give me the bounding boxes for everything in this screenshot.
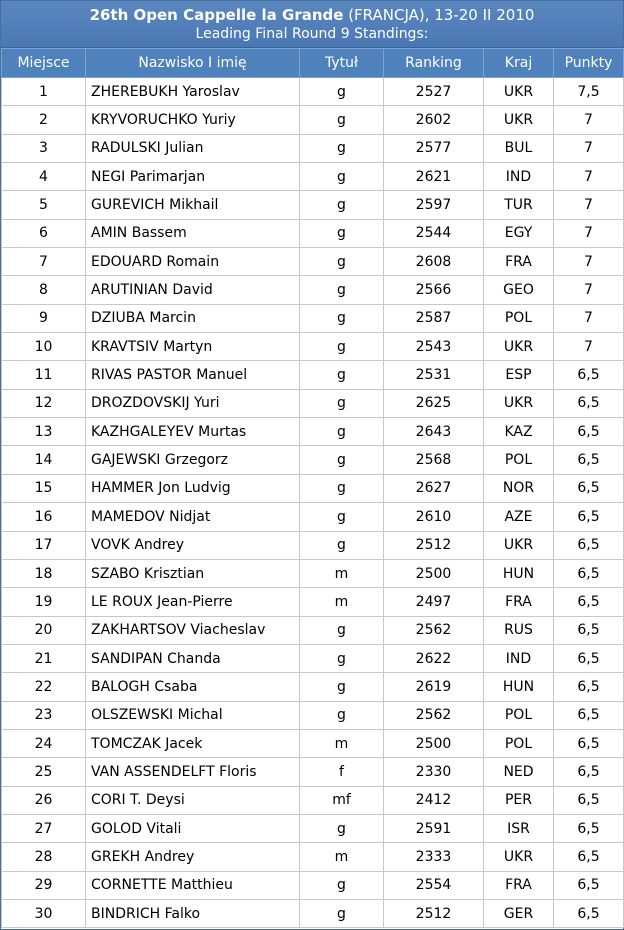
standings-table [1,48,624,928]
cell-ranking: 2577 [384,134,484,162]
table-row [2,588,624,616]
cell-ranking: 2500 [384,559,484,587]
cell-name: KRAVTSIV Martyn [86,333,300,361]
cell-name: GUREVICH Mikhail [86,191,300,219]
cell-place: 6 [2,219,86,247]
cell-ranking: 2566 [384,276,484,304]
cell-points: 6,5 [554,843,624,871]
cell-ranking: 2587 [384,304,484,332]
cell-name: RADULSKI Julian [86,134,300,162]
page-subtitle: Leading Final Round 9 Standings: [195,26,429,42]
cell-points: 6,5 [554,814,624,842]
title-rest: (FRANCJA), 13-20 II 2010 [343,6,535,24]
cell-name: NEGI Parimarjan [86,163,300,191]
cell-ranking: 2562 [384,616,484,644]
cell-points: 7 [554,248,624,276]
table-row [2,758,624,786]
cell-country: UKR [484,531,554,559]
cell-points: 7 [554,276,624,304]
cell-name: ARUTINIAN David [86,276,300,304]
cell-title: g [300,163,384,191]
cell-place: 26 [2,786,86,814]
cell-ranking: 2627 [384,474,484,502]
cell-ranking: 2568 [384,446,484,474]
cell-ranking: 2500 [384,729,484,757]
cell-place: 17 [2,531,86,559]
table-row [2,474,624,502]
cell-title: g [300,333,384,361]
cell-points: 6,5 [554,418,624,446]
cell-place: 20 [2,616,86,644]
table-row [2,786,624,814]
table-row [2,559,624,587]
cell-ranking: 2412 [384,786,484,814]
table-row [2,219,624,247]
cell-country: NOR [484,474,554,502]
cell-country: POL [484,446,554,474]
cell-place: 13 [2,418,86,446]
cell-name: VAN ASSENDELFT Floris [86,758,300,786]
cell-name: RIVAS PASTOR Manuel [86,361,300,389]
cell-country: ESP [484,361,554,389]
cell-place: 21 [2,644,86,672]
cell-place: 14 [2,446,86,474]
cell-country: TUR [484,191,554,219]
table-row [2,191,624,219]
table-row [2,446,624,474]
cell-points: 6,5 [554,616,624,644]
cell-name: GOLOD Vitali [86,814,300,842]
cell-country: FRA [484,871,554,899]
cell-name: TOMCZAK Jacek [86,729,300,757]
cell-country: ISR [484,814,554,842]
cell-ranking: 2597 [384,191,484,219]
cell-title: g [300,389,384,417]
cell-title: g [300,248,384,276]
cell-ranking: 2591 [384,814,484,842]
cell-place: 16 [2,503,86,531]
cell-ranking: 2643 [384,418,484,446]
cell-country: GEO [484,276,554,304]
cell-title: g [300,191,384,219]
cell-points: 7 [554,333,624,361]
cell-name: CORI T. Deysi [86,786,300,814]
col-header-points: Punkty [554,49,624,78]
cell-points: 6,5 [554,361,624,389]
page-title [1,1,623,25]
cell-title: g [300,899,384,927]
table-row [2,843,624,871]
cell-ranking: 2543 [384,333,484,361]
col-header-country: Kraj [484,49,554,78]
cell-title: m [300,729,384,757]
cell-title: g [300,446,384,474]
cell-country: UKR [484,106,554,134]
cell-place: 7 [2,248,86,276]
cell-name: GREKH Andrey [86,843,300,871]
cell-country: POL [484,701,554,729]
cell-place: 12 [2,389,86,417]
header-row [2,49,624,78]
cell-title: m [300,588,384,616]
cell-title: g [300,106,384,134]
cell-country: UKR [484,389,554,417]
cell-points: 6,5 [554,446,624,474]
cell-ranking: 2562 [384,701,484,729]
cell-ranking: 2531 [384,361,484,389]
title-bold: 26th Open Cappelle la Grande [89,6,344,24]
cell-place: 18 [2,559,86,587]
cell-title: g [300,644,384,672]
cell-place: 3 [2,134,86,162]
cell-ranking: 2544 [384,219,484,247]
cell-country: AZE [484,503,554,531]
cell-title: g [300,871,384,899]
cell-ranking: 2602 [384,106,484,134]
cell-points: 6,5 [554,588,624,616]
cell-country: KAZ [484,418,554,446]
cell-points: 6,5 [554,389,624,417]
cell-points: 6,5 [554,673,624,701]
cell-name: BINDRICH Falko [86,899,300,927]
cell-name: VOVK Andrey [86,531,300,559]
cell-points: 7,5 [554,78,624,106]
table-row [2,304,624,332]
cell-place: 22 [2,673,86,701]
cell-place: 30 [2,899,86,927]
table-row [2,899,624,927]
cell-country: IND [484,163,554,191]
table-row [2,248,624,276]
cell-country: PER [484,786,554,814]
table-row [2,134,624,162]
cell-points: 6,5 [554,871,624,899]
table-row [2,531,624,559]
cell-ranking: 2619 [384,673,484,701]
cell-points: 6,5 [554,474,624,502]
table-row [2,78,624,106]
cell-title: g [300,134,384,162]
cell-place: 25 [2,758,86,786]
table-row [2,389,624,417]
cell-points: 6,5 [554,701,624,729]
cell-name: ZHEREBUKH Yaroslav [86,78,300,106]
table-row [2,418,624,446]
cell-country: HUN [484,559,554,587]
cell-ranking: 2330 [384,758,484,786]
cell-points: 6,5 [554,559,624,587]
cell-title: g [300,616,384,644]
col-header-name: Nazwisko I imię [86,49,300,78]
cell-name: LE ROUX Jean-Pierre [86,588,300,616]
cell-ranking: 2333 [384,843,484,871]
cell-title: m [300,559,384,587]
table-row [2,276,624,304]
cell-name: KRYVORUCHKO Yuriy [86,106,300,134]
cell-title: g [300,474,384,502]
cell-country: FRA [484,588,554,616]
cell-points: 7 [554,134,624,162]
cell-points: 6,5 [554,644,624,672]
cell-title: g [300,304,384,332]
cell-name: AMIN Bassem [86,219,300,247]
cell-points: 6,5 [554,758,624,786]
cell-name: DZIUBA Marcin [86,304,300,332]
cell-ranking: 2608 [384,248,484,276]
cell-title: g [300,503,384,531]
cell-country: FRA [484,248,554,276]
cell-title: g [300,814,384,842]
cell-title: g [300,276,384,304]
cell-country: UKR [484,843,554,871]
cell-place: 27 [2,814,86,842]
cell-place: 28 [2,843,86,871]
cell-place: 4 [2,163,86,191]
cell-title: g [300,418,384,446]
table-row [2,361,624,389]
cell-country: BUL [484,134,554,162]
cell-name: EDOUARD Romain [86,248,300,276]
cell-country: UKR [484,333,554,361]
cell-ranking: 2625 [384,389,484,417]
cell-title: g [300,701,384,729]
cell-country: IND [484,644,554,672]
cell-place: 19 [2,588,86,616]
col-header-title: Tytuł [300,49,384,78]
cell-points: 6,5 [554,503,624,531]
cell-country: UKR [484,78,554,106]
cell-place: 29 [2,871,86,899]
cell-points: 7 [554,163,624,191]
cell-ranking: 2610 [384,503,484,531]
cell-title: g [300,78,384,106]
table-row [2,814,624,842]
cell-points: 6,5 [554,729,624,757]
cell-ranking: 2554 [384,871,484,899]
cell-country: HUN [484,673,554,701]
cell-title: mf [300,786,384,814]
cell-title: g [300,531,384,559]
cell-name: ZAKHARTSOV Viacheslav [86,616,300,644]
cell-points: 7 [554,304,624,332]
cell-place: 24 [2,729,86,757]
table-row [2,729,624,757]
cell-country: EGY [484,219,554,247]
cell-name: GAJEWSKI Grzegorz [86,446,300,474]
cell-ranking: 2497 [384,588,484,616]
cell-points: 6,5 [554,786,624,814]
cell-name: SANDIPAN Chanda [86,644,300,672]
cell-ranking: 2512 [384,899,484,927]
table-row [2,163,624,191]
cell-ranking: 2527 [384,78,484,106]
cell-country: GER [484,899,554,927]
table-row [2,106,624,134]
cell-ranking: 2621 [384,163,484,191]
table-row [2,701,624,729]
table-row [2,503,624,531]
cell-place: 23 [2,701,86,729]
cell-country: NED [484,758,554,786]
table-row [2,644,624,672]
cell-place: 5 [2,191,86,219]
cell-points: 6,5 [554,899,624,927]
cell-name: DROZDOVSKIJ Yuri [86,389,300,417]
cell-name: OLSZEWSKI Michal [86,701,300,729]
cell-place: 9 [2,304,86,332]
table-row [2,871,624,899]
cell-name: CORNETTE Matthieu [86,871,300,899]
table-row [2,333,624,361]
cell-place: 8 [2,276,86,304]
cell-ranking: 2622 [384,644,484,672]
cell-country: POL [484,304,554,332]
cell-name: KAZHGALEYEV Murtas [86,418,300,446]
cell-place: 1 [2,78,86,106]
cell-country: POL [484,729,554,757]
cell-name: SZABO Krisztian [86,559,300,587]
cell-title: m [300,843,384,871]
cell-ranking: 2512 [384,531,484,559]
table-row [2,673,624,701]
title-block [1,1,623,48]
col-header-place: Miejsce [2,49,86,78]
cell-place: 11 [2,361,86,389]
cell-points: 7 [554,106,624,134]
cell-place: 10 [2,333,86,361]
table-body [2,78,624,928]
cell-name: MAMEDOV Nidjat [86,503,300,531]
cell-title: f [300,758,384,786]
cell-title: g [300,219,384,247]
cell-points: 6,5 [554,531,624,559]
col-header-ranking: Ranking [384,49,484,78]
cell-name: HAMMER Jon Ludvig [86,474,300,502]
cell-place: 15 [2,474,86,502]
cell-place: 2 [2,106,86,134]
cell-title: g [300,673,384,701]
cell-points: 7 [554,219,624,247]
cell-points: 7 [554,191,624,219]
cell-title: g [300,361,384,389]
cell-country: RUS [484,616,554,644]
table-row [2,616,624,644]
cell-name: BALOGH Csaba [86,673,300,701]
